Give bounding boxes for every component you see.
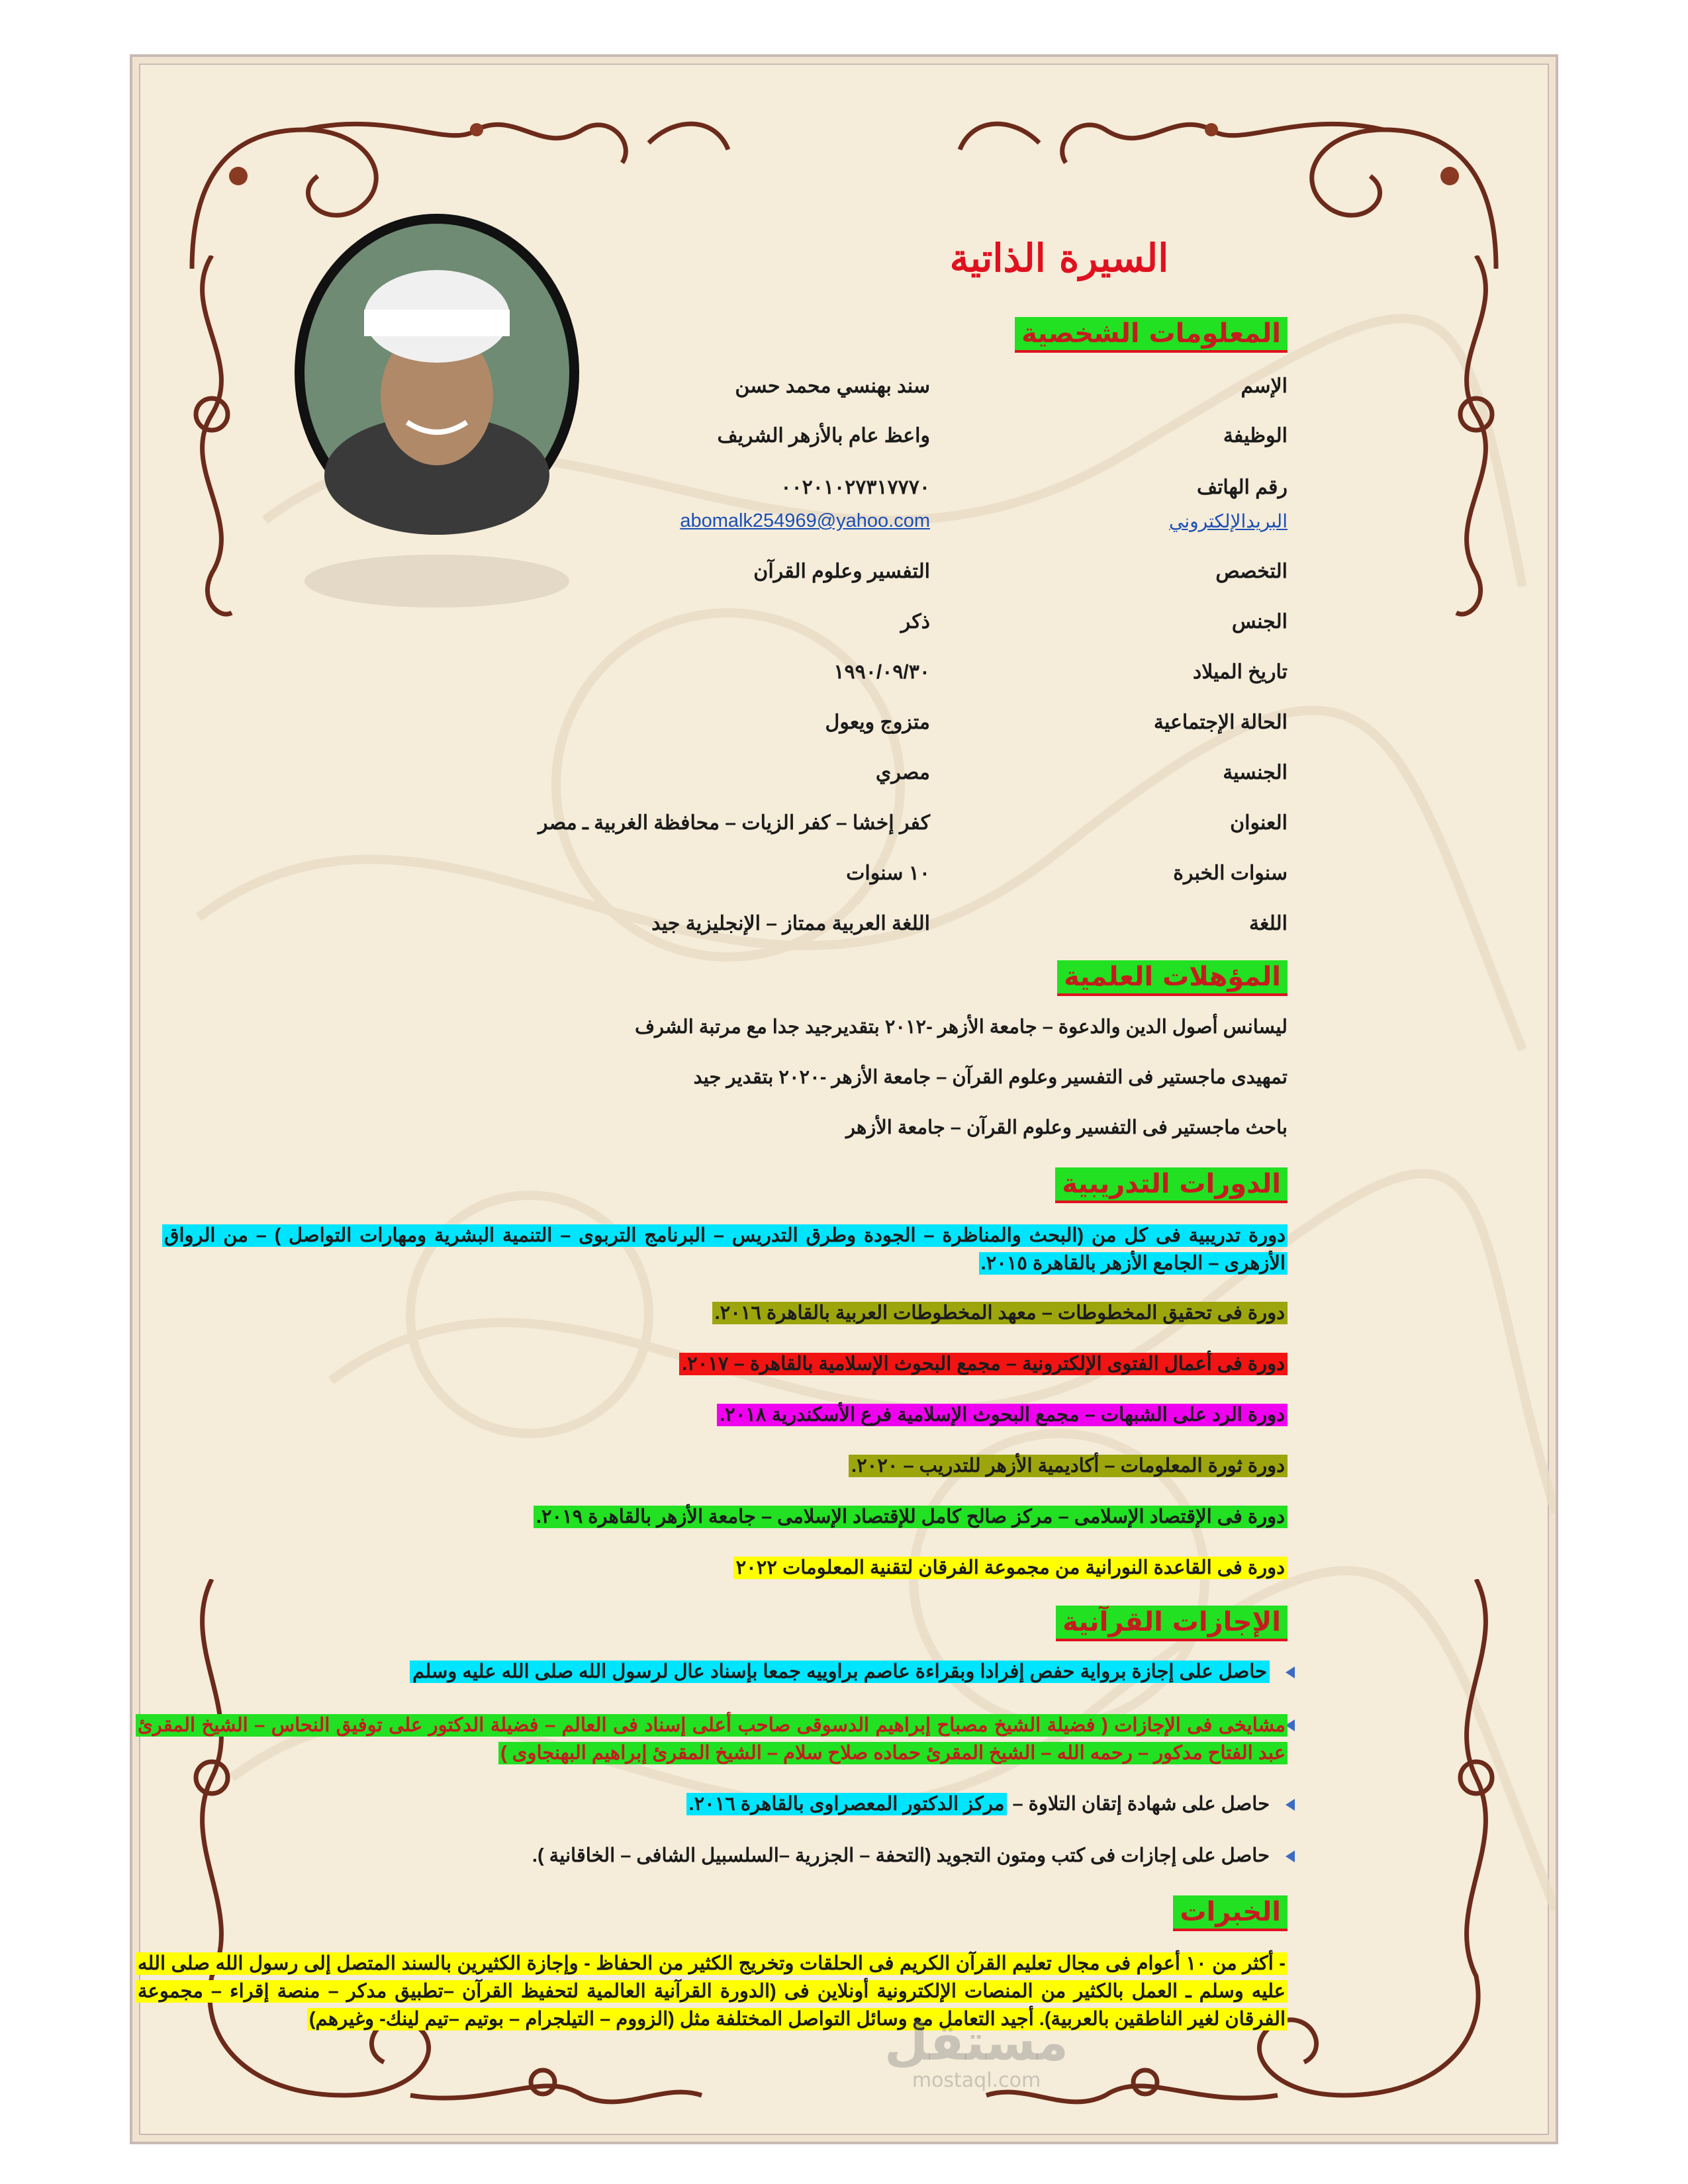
course-item xyxy=(849,1454,1288,1477)
course-item-text: دورة فى أعمال الفتوى الإلكترونية – مجمع البحوث الإسلامية بالقاهرة – ٢٠١٧. xyxy=(679,1353,1288,1375)
label-experience-years: سنوات الخبرة xyxy=(1173,862,1288,884)
course-item xyxy=(679,1352,1288,1375)
section-heading-ijazat: الإجازات القرآنية xyxy=(1056,1606,1288,1641)
course-item xyxy=(162,1222,1288,1277)
course-item xyxy=(717,1403,1288,1426)
left-top-ornament xyxy=(172,255,252,626)
experience-text-highlight: - أكثر من ١٠ أعوام فى مجال تعليم القرآن الكريم فى الحلقات وتخريج الكثير من الحفاظ - وإجازة الكثيرين بالسند المتصل إلى رسول الله صلى الله عليه وسلم ـ العمل بالكثير من المنصات الإلكترونية أونلاين فى (الدورة القرآنية العالمية لتحفيظ القرآن –تطبيق مدكر – منصة إقراء – مجموعة الفرقان لغير الناطقين بالعربية). أجيد التعامل مع وسائل التواصل المختلفة مثل (الزووم – التيلجرام – بوتيم –تيم لينك- وغيرهم) xyxy=(136,1952,1288,2030)
course-item-text: دورة فى الإقتصاد الإسلامى – مركز صالح كامل للإقتصاد الإسلامى – جامعة الأزهر بالقاهرة ٢٠١٩. xyxy=(534,1506,1288,1528)
label-job: الوظيفة xyxy=(1223,425,1288,447)
right-top-ornament xyxy=(1436,255,1516,626)
label-address: العنوان xyxy=(1230,812,1288,834)
section-heading-courses: الدورات التدريبية xyxy=(1055,1167,1288,1203)
label-email: البريدالإلكتروني xyxy=(1169,511,1288,531)
value-address: كفر إخشا – كفر الزيات – محافظة الغربية ـ مصر xyxy=(538,812,930,834)
value-specialty: التفسير وعلوم القرآن xyxy=(753,561,930,582)
value-experience-years: ١٠ سنوات xyxy=(846,862,930,884)
course-item xyxy=(733,1556,1288,1579)
ijaza-item-text: حاصل على شهادة إتقان التلاوة – xyxy=(1012,1794,1270,1815)
email-link[interactable]: abomalk254969@yahoo.com xyxy=(680,510,930,531)
value-phone: ٠٠٢٠١٠٢٧٣١٧٧٧٠ xyxy=(780,477,930,498)
course-item-text: دورة ثورة المعلومات – أكاديمية الأزهر للتدريب – ٢٠٢٠. xyxy=(849,1455,1288,1477)
ijaza-item: حاصل على إجازات فى كتب ومتون التجويد (التحفة – الجزرية –السلسبيل الشافى – الخاقانية ). xyxy=(532,1845,1270,1866)
cv-page xyxy=(130,54,1558,2144)
course-item-text: دورة فى تحقيق المخطوطات – معهد المخطوطات العربية بالقاهرة ٢٠١٦. xyxy=(712,1302,1288,1324)
watermark-site: mostaql.com xyxy=(912,2069,1041,2092)
ijaza-item-text: مركز الدكتور المعصراوى بالقاهرة ٢٠١٦. xyxy=(686,1793,1008,1815)
label-gender: الجنس xyxy=(1231,611,1288,633)
watermark xyxy=(854,2013,1099,2092)
label-language: اللغة xyxy=(1249,913,1288,934)
label-name: الإسم xyxy=(1241,375,1288,397)
value-birthdate: ١٩٩٠/٠٩/٣٠ xyxy=(833,661,930,683)
ijaza-item xyxy=(136,1711,1288,1767)
qualification-item: تمهيدى ماجستير فى التفسير وعلوم القرآن – جامعة الأزهر -٢٠٢٠ بتقدير جيد xyxy=(693,1067,1288,1088)
arrow-bullet-icon xyxy=(1282,1797,1296,1812)
value-nationality: مصري xyxy=(875,762,930,784)
watermark-brand: مستقل xyxy=(884,2013,1068,2071)
page-title: السيرة الذاتية xyxy=(949,236,1169,281)
course-item-text: دورة الرد على الشبهات – مجمع البحوث الإسلامية فرع الأسكندرية ٢٠١٨. xyxy=(717,1404,1288,1426)
qualification-item: باحث ماجستير فى التفسير وعلوم القرآن – جامعة الأزهر xyxy=(845,1117,1288,1138)
value-gender: ذكر xyxy=(900,611,930,633)
value-name: سند بهنسي محمد حسن xyxy=(735,375,930,397)
value-language: اللغة العربية ممتاز – الإنجليزية جيد xyxy=(651,913,930,934)
value-job: واعظ عام بالأزهر الشريف xyxy=(717,425,930,447)
label-specialty: التخصص xyxy=(1215,561,1288,582)
label-nationality: الجنسية xyxy=(1223,762,1288,784)
course-item-text: دورة فى القاعدة النورانية من مجموعة الفرقان لتقنية المعلومات ٢٠٢٢ xyxy=(733,1557,1288,1579)
qualification-item: ليسانس أصول الدين والدعوة – جامعة الأزهر -٢٠١٢ بتقديرجيد جدا مع مرتبة الشرف xyxy=(634,1017,1288,1038)
label-phone: رقم الهاتف xyxy=(1197,477,1288,498)
label-birthdate: تاريخ الميلاد xyxy=(1192,661,1288,683)
ijaza-item-text: مشايخى فى الإجازات ( فضيلة الشيخ مصباح إبراهيم الدسوقى صاحب أعلى إسناد فى العالم – فضيلة الدكتور على توفيق النحاس – الشيخ المقرئ عبد الفتاح مدكور – رحمه الله – الشيخ المقرئ حماده صلاح سلام – الشيخ المقرئ إبراهيم البهنجاوى ) xyxy=(136,1714,1288,1764)
label-marital: الحالة الإجتماعية xyxy=(1153,711,1288,733)
section-heading-experience: الخبرات xyxy=(1173,1895,1288,1931)
ijaza-item-text: حاصل على إجازة برواية حفص إفرادا وبقراءة عاصم براوييه جمعا بإسناد عال لرسول الله صلى الله عليه وسلم xyxy=(410,1661,1270,1683)
course-item xyxy=(534,1505,1288,1528)
experience-text xyxy=(136,1950,1288,2033)
value-marital: متزوج ويعول xyxy=(825,711,930,733)
profile-photo xyxy=(285,210,589,621)
ijaza-item xyxy=(686,1792,1270,1815)
course-item-text: دورة تدريبية فى كل من (البحث والمناظرة – الجودة وطرق التدريس – البرنامج التربوى – التنمية البشرية ومهارات التواصل ) – من الرواق الأزهرى – الجامع الأزهر بالقاهرة ٢٠١٥. xyxy=(162,1224,1288,1275)
section-heading-personal: المعلومات الشخصية xyxy=(1015,317,1288,353)
course-item xyxy=(712,1301,1288,1324)
arrow-bullet-icon xyxy=(1282,1665,1296,1680)
section-heading-qualifications: المؤهلات العلمية xyxy=(1057,960,1288,996)
ijaza-item xyxy=(410,1660,1270,1683)
arrow-bullet-icon xyxy=(1282,1849,1296,1864)
